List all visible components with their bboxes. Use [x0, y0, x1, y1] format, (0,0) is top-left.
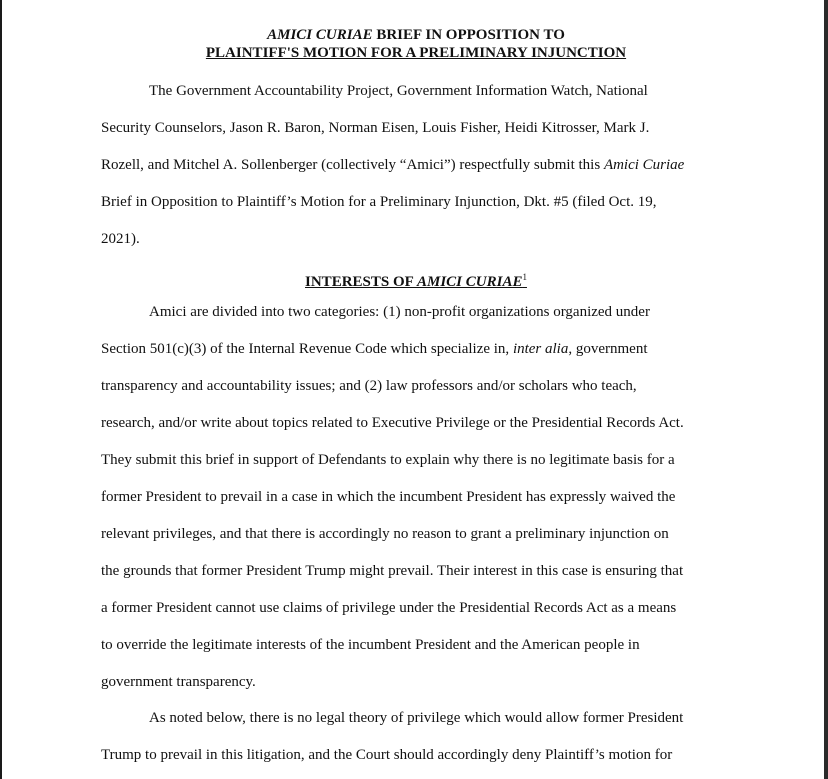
title-italic: AMICI CURIAE — [267, 27, 373, 43]
interests-line-10: to override the legitimate interests of the incumbent President and the American people in — [101, 637, 640, 653]
intro-line-2: Security Counselors, Jason R. Baron, Norman Eisen, Louis Fisher, Heidi Kitrosser, Mark J. — [101, 120, 650, 136]
right-border — [824, 0, 828, 779]
intro-line-3 — [101, 147, 684, 184]
intro-line-5: 2021). — [101, 231, 140, 247]
interests-line-1: Amici are divided into two categories: (1) non-profit organizations organized under — [149, 304, 650, 320]
document-page — [101, 26, 731, 763]
interests-line-2 — [101, 331, 684, 368]
closing-line-2: Trump to prevail in this litigation, and the Court should accordingly deny Plaintiff’s motion for — [101, 747, 673, 763]
intro-line-3-text: Rozell, and Mitchel A. Sollenberger (collectively “Amici”) respectfully submit this — [101, 157, 604, 173]
footnote-marker[interactable]: 1 — [522, 272, 527, 282]
interests-line-7: relevant privileges, and that there is accordingly no reason to grant a preliminary injunction on — [101, 526, 669, 542]
interests-paragraph — [101, 294, 684, 701]
left-border — [0, 0, 2, 779]
interests-line-9: a former President cannot use claims of privilege under the Presidential Records Act as a means — [101, 600, 677, 616]
title-line-1 — [101, 26, 731, 44]
interests-line-4: research, and/or write about topics related to Executive Privilege or the Presidential Records Act. — [101, 415, 684, 431]
intro-line-4: Brief in Opposition to Plaintiff’s Motion for a Preliminary Injunction, Dkt. #5 (filed Oct. 19, — [101, 194, 657, 210]
interests-line-2c: , government — [568, 341, 648, 357]
intro-paragraph — [101, 73, 684, 258]
interests-line-6: former President to prevail in a case in which the incumbent President has expressly waived the — [101, 489, 676, 505]
interests-line-5: They submit this brief in support of Defendants to explain why there is no legitimate basis for a — [101, 452, 675, 468]
interests-line-11: government transparency. — [101, 674, 256, 690]
interests-line-2-italic: inter alia — [512, 341, 569, 357]
interests-line-2a: Section 501(c)(3) of the Internal Revenue Code which specialize in, — [101, 341, 513, 357]
closing-paragraph — [101, 700, 683, 774]
title-line-2: PLAINTIFF'S MOTION FOR A PRELIMINARY INJUNCTION — [205, 45, 627, 61]
title-rest: BRIEF IN OPPOSITION TO — [372, 27, 565, 43]
intro-line-3-italic: Amici Curiae — [603, 157, 685, 173]
closing-line-1: As noted below, there is no legal theory of privilege which would allow former President — [149, 710, 684, 726]
intro-line-1: The Government Accountability Project, Government Information Watch, National — [149, 83, 648, 99]
section-prefix: INTERESTS OF — [305, 274, 417, 290]
section-heading-interests — [101, 268, 731, 291]
document-title — [101, 26, 731, 62]
interests-line-3: transparency and accountability issues; and (2) law professors and/or scholars who teach, — [101, 378, 637, 394]
section-italic: AMICI CURIAE — [417, 274, 523, 290]
interests-line-8: the grounds that former President Trump might prevail. Their interest in this case is ensuring that — [101, 563, 684, 579]
